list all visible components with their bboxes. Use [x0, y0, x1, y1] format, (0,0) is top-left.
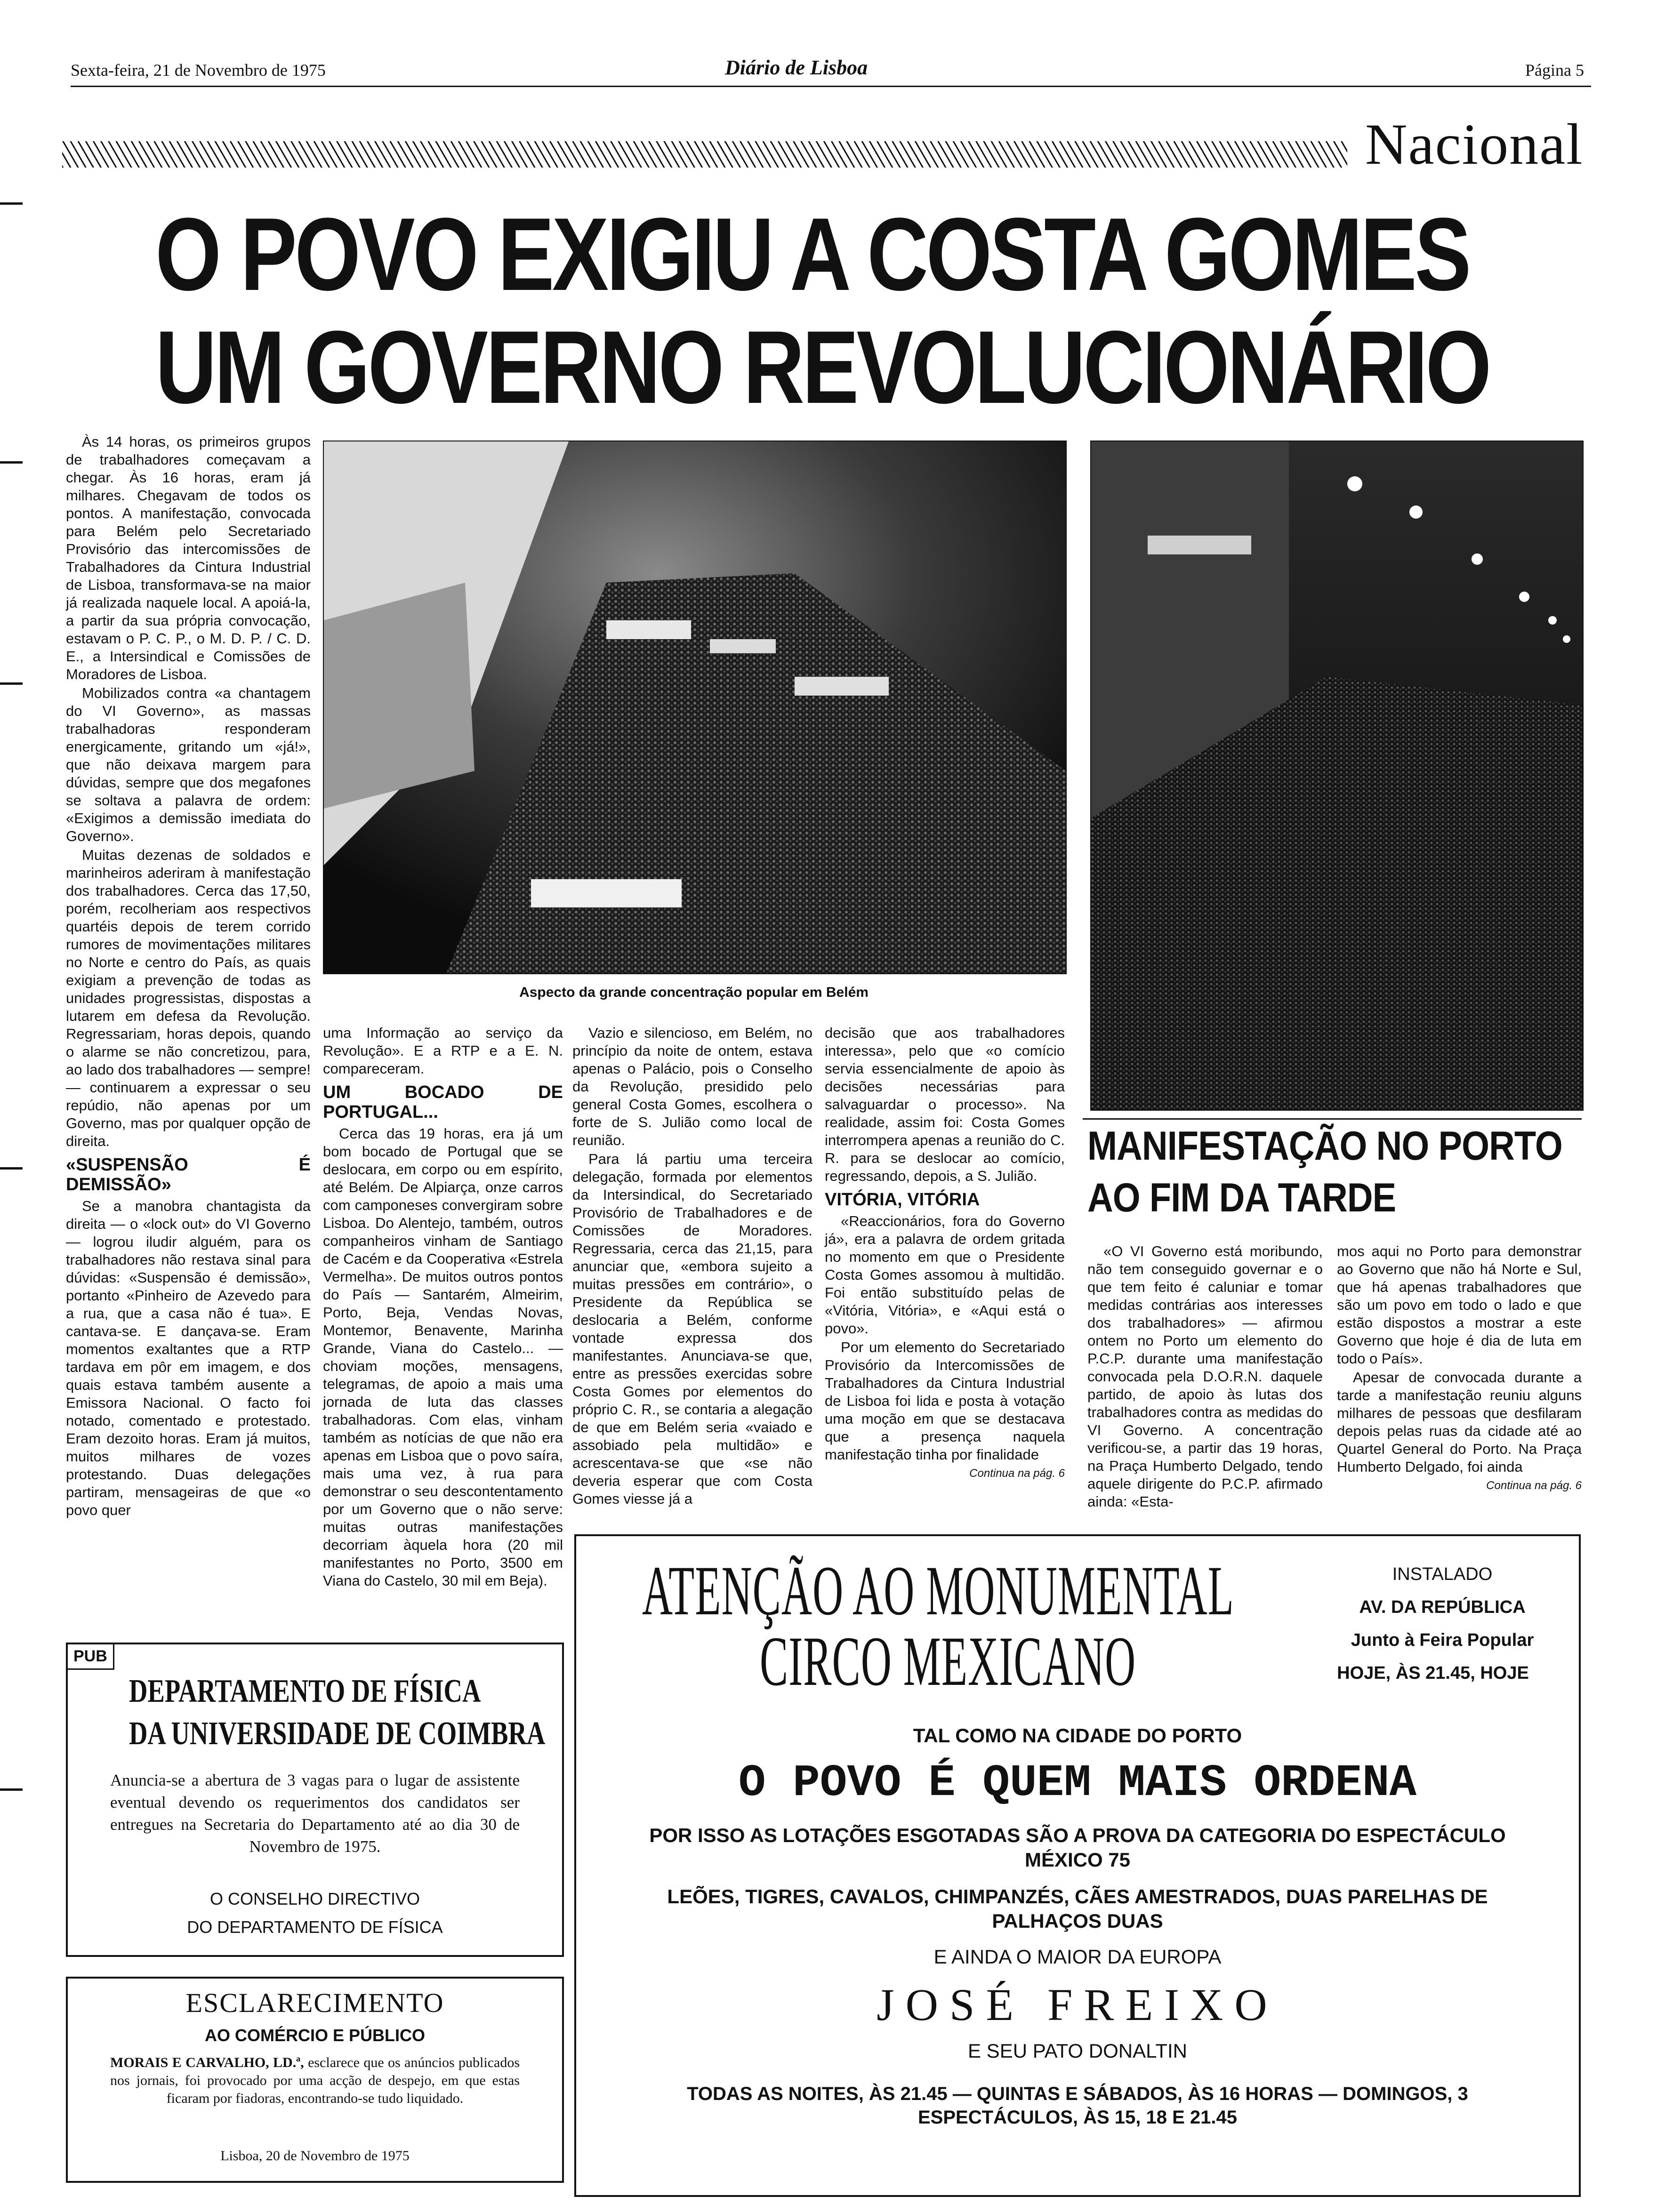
- ad-title-line-1: DEPARTAMENTO DE FÍSICA: [129, 1673, 481, 1709]
- continued-note: Continua na pág. 6: [1486, 1479, 1582, 1492]
- ad-signature-1: O CONSELHO DIRECTIVO: [209, 1889, 420, 1908]
- photo-belem-crowd: [323, 441, 1067, 974]
- article-column-2: [323, 1024, 563, 1591]
- subheading: VITÓRIA, VITÓRIA: [825, 1190, 980, 1210]
- section-hatch: [62, 141, 1347, 168]
- subheading: «SUSPENSÃO É DEMISSÃO»: [66, 1155, 311, 1194]
- photo-caption: Aspecto da grande concentração popular em Belém: [519, 985, 869, 1000]
- porto-headline: [1087, 1120, 1562, 1224]
- ad-side-4: HOJE, ÀS 21.45, HOJE: [1337, 1663, 1529, 1683]
- paragraph: mos aqui no Porto para demonstrar ao Governo que não há Norte e Sul, que há apenas trabalhadores que são um povo em todo o lado e que estão dispostos a mostrar a este Governo que hoje é dia de luta em todo o País».: [1337, 1243, 1582, 1367]
- paragraph: Cerca das 19 horas, era já um bom bocado de Portugal que se deslocara, em corpo ou em espírito, até Belém. De Alpiarça, onze carros com camponeses convergiram sobre Lisboa. Do Alentejo, também, outros companheiros vinham de Santiago de Cacém e da Cooperativa «Estrela Vermelha». De muitos outros pontos do País — Santarém, Almeirim, Porto, Beja, Vendas Novas, Montemor, Benavente, Marinha Grande, Viana do Castelo... — choviam moções, mensagens, telegramas, de apoio a mais uma jornada de luta das classes trabalhadoras. Com elas, vinham também as notícias de que não era apenas em Lisboa que o povo saíra, mais uma vez, à rua para demonstrar o seu descontentamento por um Governo que o não serve: muitas outras manifestações decorriam àquela hora (20 mil manifestantes no Porto, 3500 em Viana do Castelo, 30 mil em Beja).: [323, 1125, 563, 1589]
- edge-mark: [0, 461, 23, 464]
- porto-column-2: [1337, 1242, 1582, 1495]
- ad-line-1: TAL COMO NA CIDADE DO PORTO: [913, 1724, 1242, 1747]
- paragraph: Muitas dezenas de soldados e marinheiros aderiram à manifestação dos trabalhadores. Cerca das 17,50, porém, recolheriam aos respectivos quartéis depois de terem corrido rumores de movimentações militares no Norte e centro do País, as quais exigiam a prevenção de todas as unidades progressistas, dispostas a lutarem em defesa da Revolução. Regressariam, horas depois, quando o alarme se não concretizou, para, ao lado dos trabalhadores — sempre! — continuarem a expressar o seu repúdio, não apenas por um Governo, mas por qualquer opção de direita.: [66, 847, 311, 1149]
- newspaper-name: Diário de Lisboa: [725, 56, 868, 79]
- ad-line-6: JOSÉ FREIXO: [877, 1980, 1279, 2030]
- header-rule: [71, 86, 1591, 87]
- ad-esclarecimento: [66, 1977, 564, 2183]
- headline-line-1: O POVO EXIGIU A COSTA GOMES: [155, 196, 1469, 312]
- ad-line-7: E SEU PATO DONALTIN: [968, 2040, 1187, 2062]
- article-column-4: [825, 1024, 1065, 1483]
- continued-note: Continua na pág. 6: [969, 1467, 1065, 1480]
- paragraph: decisão que aos trabalhadores interessa», pelo que «o comício servia essencialmente de apoio às decisões necessárias para salvaguardar o processo». Na realidade, assim foi: Costa Gomes interrompera apenas a reunião do C. R. para se deslocar ao comício, regressando, depois, a S. Julião.: [825, 1025, 1065, 1184]
- headline-line-2: UM GOVERNO REVOLUCIONÁRIO: [155, 309, 1489, 425]
- edge-mark: [0, 202, 23, 205]
- paragraph: Vazio e silencioso, em Belém, no princípio da noite de ontem, estava apenas o Palácio, pois o Conselho da Revolução, presidido pelo general Costa Gomes, escolhera o forte de S. Julião como local de reunião.: [572, 1025, 812, 1148]
- paragraph: uma Informação ao serviço da Revolução». E a RTP e a E. N. compareceram.: [323, 1025, 563, 1077]
- edge-mark: [0, 1167, 23, 1170]
- porto-column-1: [1087, 1242, 1323, 1512]
- ad-date: Lisboa, 20 de Novembro de 1975: [220, 2148, 410, 2164]
- paragraph: Às 14 horas, os primeiros grupos de trabalhadores começavam a chegar. Às 16 horas, eram já milhares. Chegavam de todos os pontos. A manifestação, convocada para Belém pelo Secretariado Provisório das intercomissões de Trabalhadores da Cintura Industrial de Lisboa, transformava-se na maior já realizada naquele local. A apoiá-la, a partir da sua própria convocação, estavam o P. C. P., o M. D. P. / C. D. E., a Intersindical e Comissões de Moradores de Lisboa.: [66, 433, 311, 682]
- article-column-3: [572, 1024, 812, 1509]
- ad-body: [110, 2054, 520, 2108]
- ad-side-2: AV. DA REPÚBLICA: [1359, 1597, 1526, 1617]
- ad-title-line-2: CIRCO MEXICANO: [760, 1622, 1136, 1700]
- paragraph: «Reaccionários, fora do Governo já», era a palavra de ordem gritada no momento em que o Presidente Costa Gomes assomou à multidão. Foi então substituído pelas de «Vitória, Vitória», e «Aqui está o povo».: [825, 1213, 1065, 1337]
- ad-line-2: O POVO É QUEM MAIS ORDENA: [738, 1757, 1417, 1809]
- paragraph: Por um elemento do Secretariado Provisório da Intercomissões de Trabalhadores da Cintura Industrial de Lisboa foi lida e posta à votação uma moção em que se destacava que a presença naquela manifestação tinha por finalidade: [825, 1339, 1065, 1463]
- edge-mark: [0, 1788, 23, 1791]
- paragraph: «O VI Governo está moribundo, não tem conseguido governar e o que tem feito é caluniar e tomar medidas contrárias aos interesses dos trabalhadores» — afirmou ontem no Porto um elemento do P.C.P. durante uma manifestação convocada pela D.O.R.N. daquele partido, de apoio às lutas dos trabalhadores contra as medidas do VI Governo. A concentração verificou-se, a partir das 19 horas, na Praça Humberto Delgado, tendo aquele dirigente do P.C.P. afirmado ainda: «Esta-: [1087, 1243, 1323, 1510]
- paragraph: Para lá partiu uma terceira delegação, formada por elementos da Intersindical, do Secretariado Provisório de Trabalhadores e de Comissões de Moradores. Regressaria, cerca das 21,15, para anunciar que, «embora sujeito a muitas pressões em contrário», o Presidente da República se deslocaria a Belém, conforme vontade expressa dos manifestantes. Anunciava-se que, entre as pressões exercidas sobre Costa Gomes por elementos do próprio C. R., se contaria a alegação de que em Belém seria «vaiado e assobiado pela multidão» e acrescentava-se que «se não deveria esperar que com Costa Gomes viesse já a: [572, 1151, 812, 1507]
- porto-rule: [1083, 1118, 1582, 1120]
- ad-side-1: INSTALADO: [1392, 1564, 1493, 1584]
- porto-headline-line-2: AO FIM DA TARDE: [1087, 1175, 1396, 1220]
- ad-line-5: E AINDA O MAIOR DA EUROPA: [933, 1946, 1222, 1968]
- photo-night-crowd: [1090, 441, 1584, 1111]
- ad-circo-mexicano: [574, 1534, 1581, 2197]
- ad-title: ESCLARECIMENTO: [185, 1988, 444, 2018]
- page-number: Página 5: [1525, 61, 1584, 80]
- ad-line-8: TODAS AS NOITES, ÀS 21.45 — QUINTAS E SÁBADOS, ÀS 16 HORAS — DOMINGOS, 3 ESPECTÁCULOS, ÀS 15, 18 E 21.45: [687, 2084, 1468, 2128]
- ad-signature-2: DO DEPARTAMENTO DE FÍSICA: [187, 1917, 443, 1937]
- ad-line-4: LEÕES, TIGRES, CAVALOS, CHIMPANZÉS, CÃES AMESTRADOS, DUAS PARELHAS DE PALHAÇOS DUAS: [667, 1885, 1488, 1932]
- article-column-1: [66, 433, 311, 1520]
- ad-body: Anuncia-se a abertura de 3 vagas para o lugar de assistente eventual devendo os requerimentos dos candidatos ser entregues na Secretaria do Departamento até ao dia 30 de Novembro de 1975.: [110, 1771, 520, 1856]
- ad-side-3: Junto à Feira Popular: [1351, 1630, 1534, 1650]
- paragraph: Se a manobra chantagista da direita — o «lock out» do VI Governo — logrou iludir alguém, para os trabalhadores não restava sinal para dúvidas: «Suspensão é demissão», portanto «Pinheiro de Azevedo para a rua, que a casa não é tua». E cantava-se. E dançava-se. Eram momentos exaltantes que a RTP tardava em pôr em imagem, e dos quais estava também ausente a Emissora Nacional. O facto foi notado, comentado e protestado. Eram dezoito horas. Eram já muitos, muitos milhares de vozes protestando. Duas delegações partiram, mensageiras de que «o povo quer: [66, 1198, 311, 1518]
- ad-title-line-1: ATENÇÃO AO MONUMENTAL: [642, 1552, 1234, 1630]
- ad-subtitle: AO COMÉRCIO E PÚBLICO: [204, 2026, 426, 2045]
- ad-company: MORAIS E CARVALHO, LD.ª,: [110, 2055, 304, 2070]
- ad-departamento-fisica: [66, 1643, 564, 1957]
- ad-tag: PUB: [68, 1644, 114, 1670]
- paragraph: Apesar de convocada durante a tarde a manifestação reuniu alguns milhares de pessoas que desfilaram depois pelas ruas da cidade até ao Quartel General do Porto. Na Praça Humberto Delgado, foi ainda: [1337, 1369, 1582, 1475]
- ad-body-text: esclarece que os anúncios publicados nos jornais, foi provocado por uma acção de despejo, em que estas ficaram por fiadoras, encontrando-se tudo liquidado.: [110, 2055, 520, 2106]
- ad-line-3: POR ISSO AS LOTAÇÕES ESGOTADAS SÃO A PROVA DA CATEGORIA DO ESPECTÁCULO MÉXICO 75: [649, 1824, 1506, 1871]
- porto-headline-line-1: MANIFESTAÇÃO NO PORTO: [1087, 1123, 1562, 1169]
- edge-mark: [0, 682, 23, 685]
- section-title: Nacional: [1365, 112, 1584, 176]
- paragraph: Mobilizados contra «a chantagem do VI Governo», as massas trabalhadoras responderam energicamente, gritando um «já!», que não deixava margem para dúvidas, sempre que dos megafones se soltava a palavra de ordem: «Exigimos a demissão imediata do Governo».: [66, 685, 311, 844]
- issue-date: Sexta-feira, 21 de Novembro de 1975: [71, 61, 326, 80]
- subheading: UM BOCADO DE PORTUGAL...: [323, 1082, 563, 1122]
- ad-title-line-2: DA UNIVERSIDADE DE COIMBRA: [129, 1715, 546, 1752]
